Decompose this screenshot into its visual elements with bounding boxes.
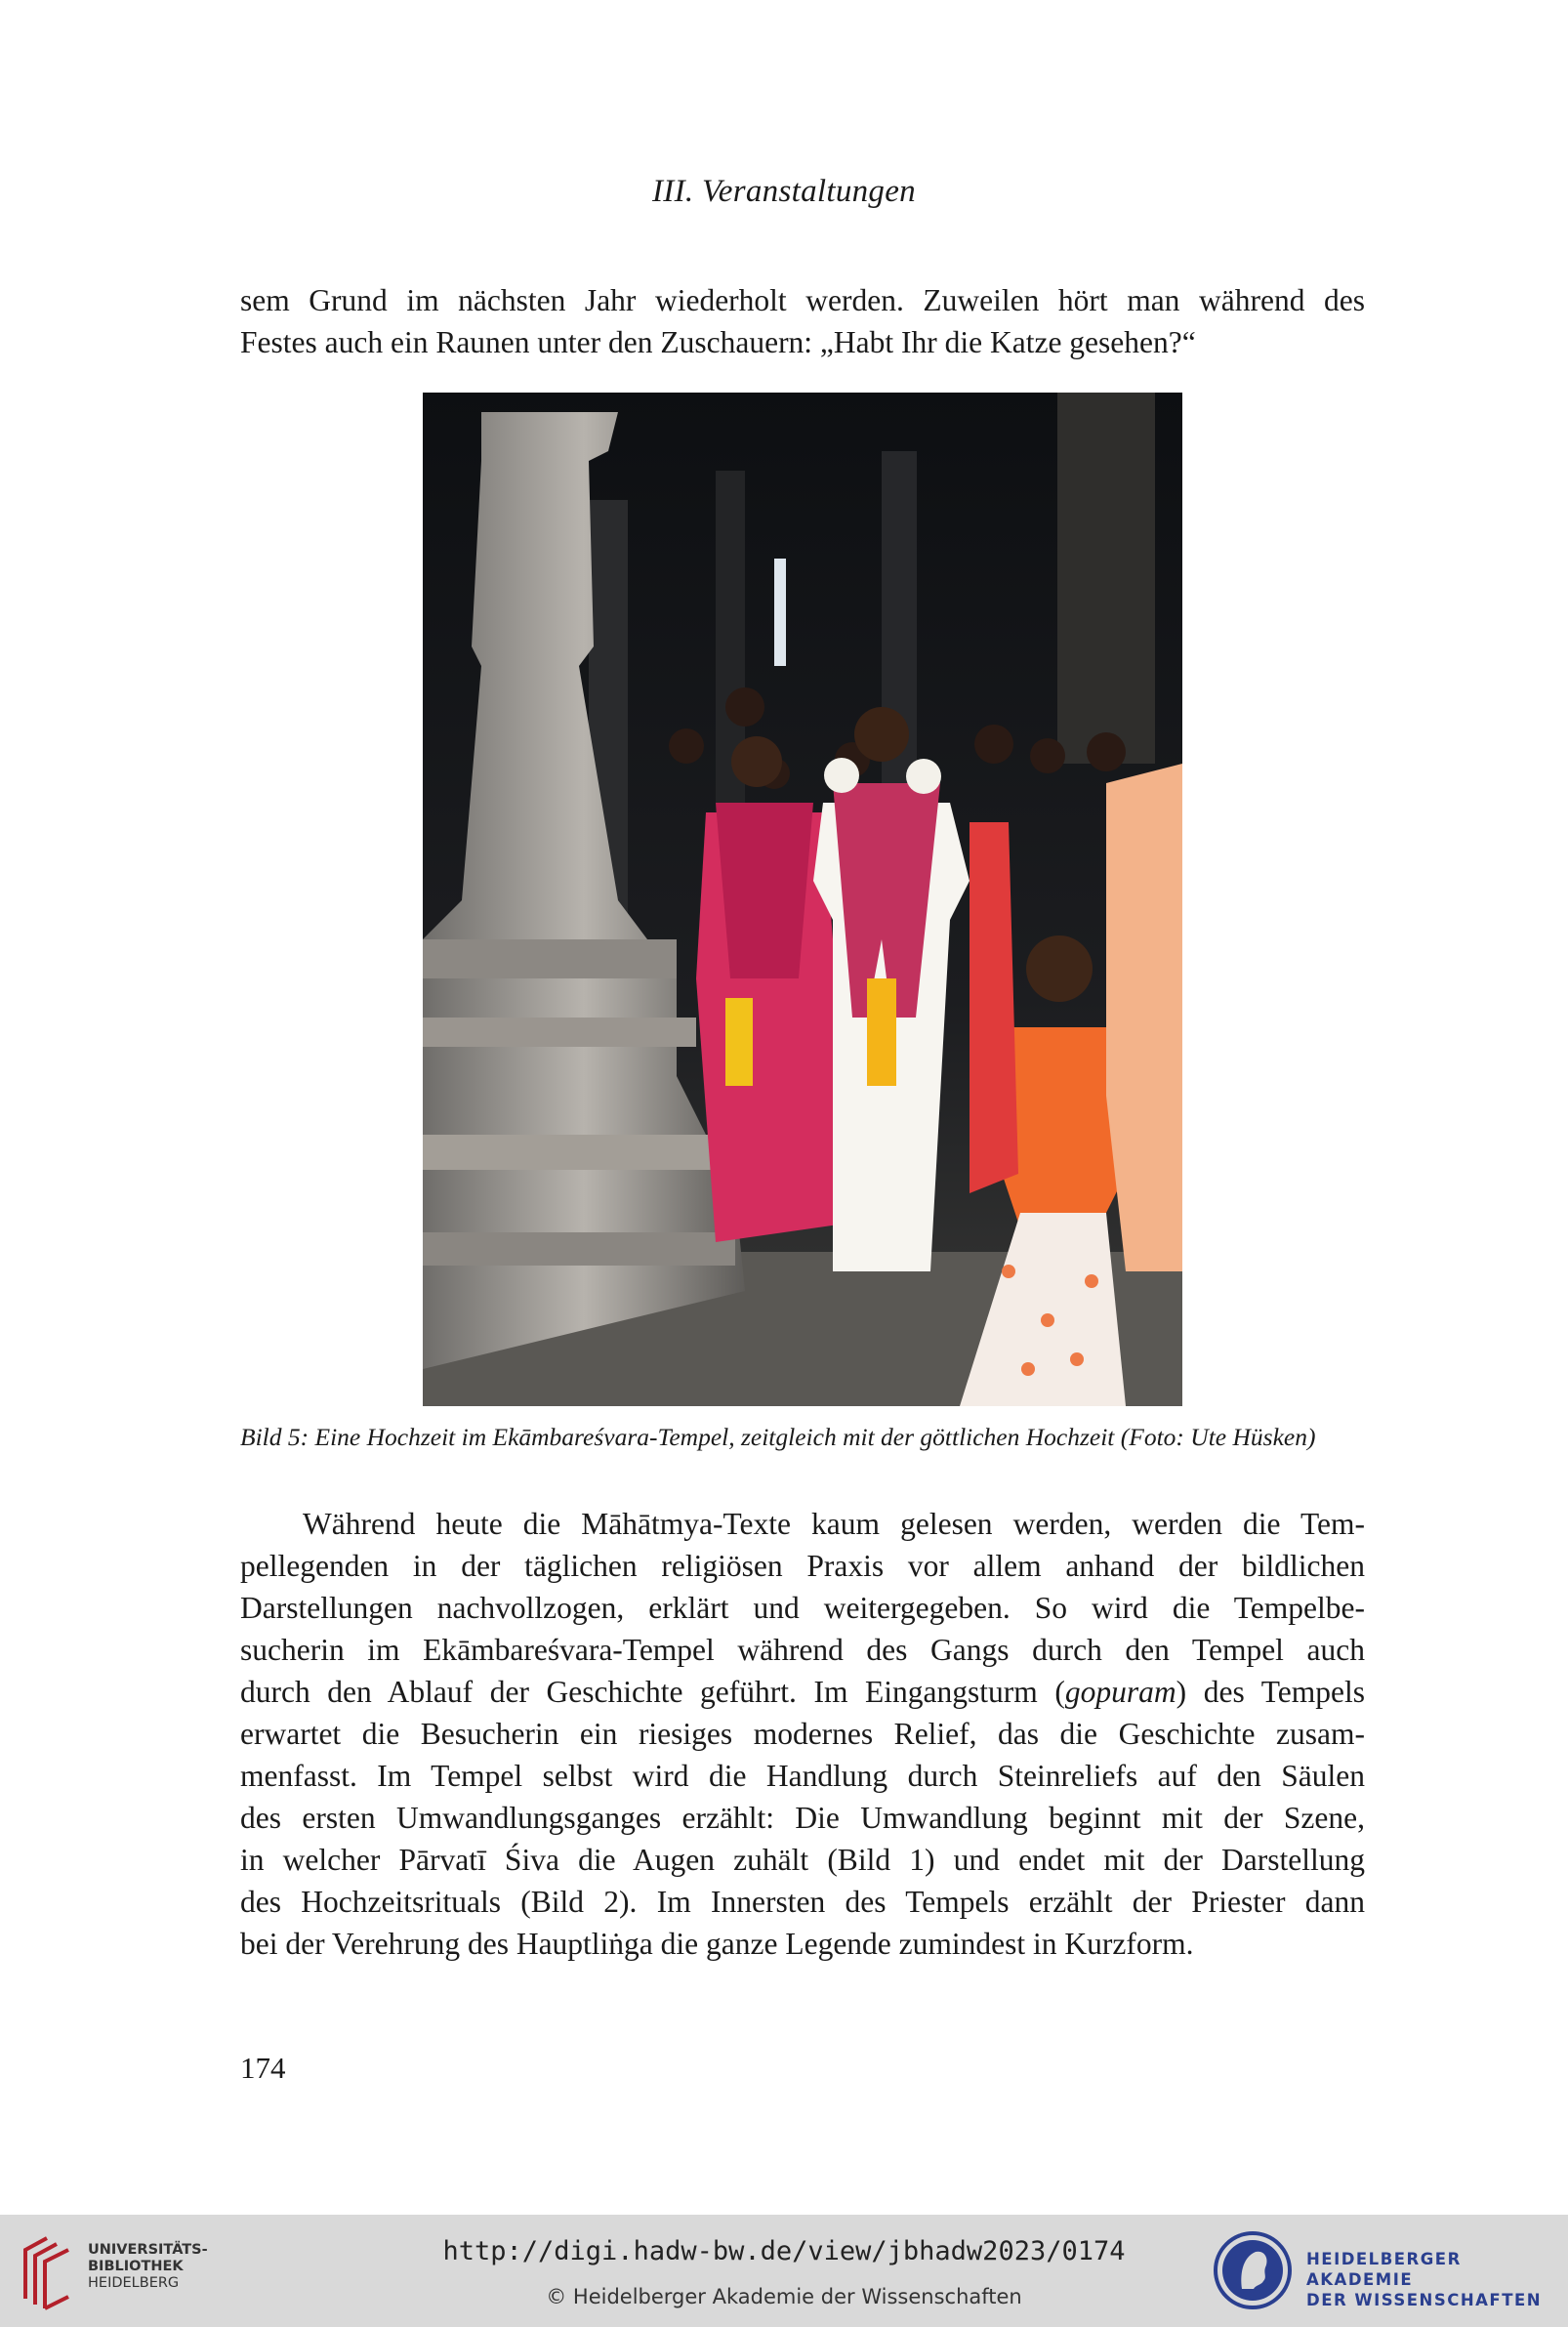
text-line: menfasst. Im Tempel selbst wird die Handlung durch Steinreliefs auf den Säulen (240, 1759, 1365, 1793)
text-line: pellegenden in der täglichen religiösen Praxis vor allem anhand der bildlichen (240, 1549, 1365, 1583)
logo-line: UNIVERSITÄTS- (88, 2242, 208, 2258)
text-line: erwartet die Besucherin ein riesiges modernes Relief, das die Geschichte zusam- (240, 1717, 1365, 1751)
logo-line: HEIDELBERG (88, 2275, 180, 2291)
text-line: sucherin im Ekāmbareśvara-Tempel während des Gangs durch den Tempel auch (240, 1633, 1365, 1667)
text-line: bei der Verehrung des Hauptliṅga die ganze Legende zumindest in Kurzform. (240, 1927, 1194, 1961)
text-line: Während heute die Māhātmya-Texte kaum gelesen werden, werden die Tem- (303, 1507, 1365, 1541)
logo-line: BIBLIOTHEK (88, 2259, 184, 2274)
logo-line: DER WISSENSCHAFTEN (1306, 2291, 1543, 2309)
text-line: Darstellungen nachvollzogen, erklärt und weitergegeben. So wird die Tempelbe- (240, 1591, 1365, 1625)
wedding-photo-illustration (423, 393, 1182, 1406)
footer-bar (0, 2215, 1568, 2327)
text-line (240, 1671, 1365, 1713)
copyright-notice: © Heidelberger Akademie der Wissenschaften (546, 2285, 1022, 2308)
italic-term: gopuram (1064, 1675, 1176, 1709)
text-line: des Hochzeitsrituals (Bild 2). Im Innersten des Tempels erzählt der Priester dann (240, 1885, 1365, 1919)
figure-caption: Bild 5: Eine Hochzeit im Ekāmbareśvara-Tempel, zeitgleich mit der göttlichen Hochzeit (Foto: Ute Hüsken) (240, 1423, 1316, 1451)
text-line: des ersten Umwandlungsganges erzählt: Die Umwandlung beginnt mit der Szene, (240, 1801, 1365, 1835)
text-run: ) des Tempels (1176, 1675, 1365, 1709)
text-line: in welcher Pārvatī Śiva die Augen zuhält (Bild 1) und endet mit der Darstellung (240, 1843, 1365, 1877)
portrait-seal-icon (1213, 2228, 1293, 2312)
document-url-link[interactable]: http://digi.hadw-bw.de/view/jbhadw2023/0174 (442, 2236, 1126, 2266)
text-run: durch den Ablauf der Geschichte geführt. Im Eingangsturm ( (240, 1675, 1065, 1709)
body-paragraph (240, 1503, 1365, 1965)
page-number: 174 (240, 2051, 286, 2085)
wedding-photo (423, 393, 1182, 1406)
top-paragraph (240, 279, 1365, 363)
text-line: Festes auch ein Raunen unter den Zuschauern: „Habt Ihr die Katze gesehen?“ (240, 325, 1196, 359)
logo-line: HEIDELBERGER AKADEMIE (1306, 2250, 1462, 2289)
academy-logo-text (1306, 2249, 1568, 2310)
text-line: sem Grund im nächsten Jahr wiederholt werden. Zuweilen hört man während des (240, 283, 1365, 317)
running-head: III. Veranstaltungen (652, 174, 916, 209)
